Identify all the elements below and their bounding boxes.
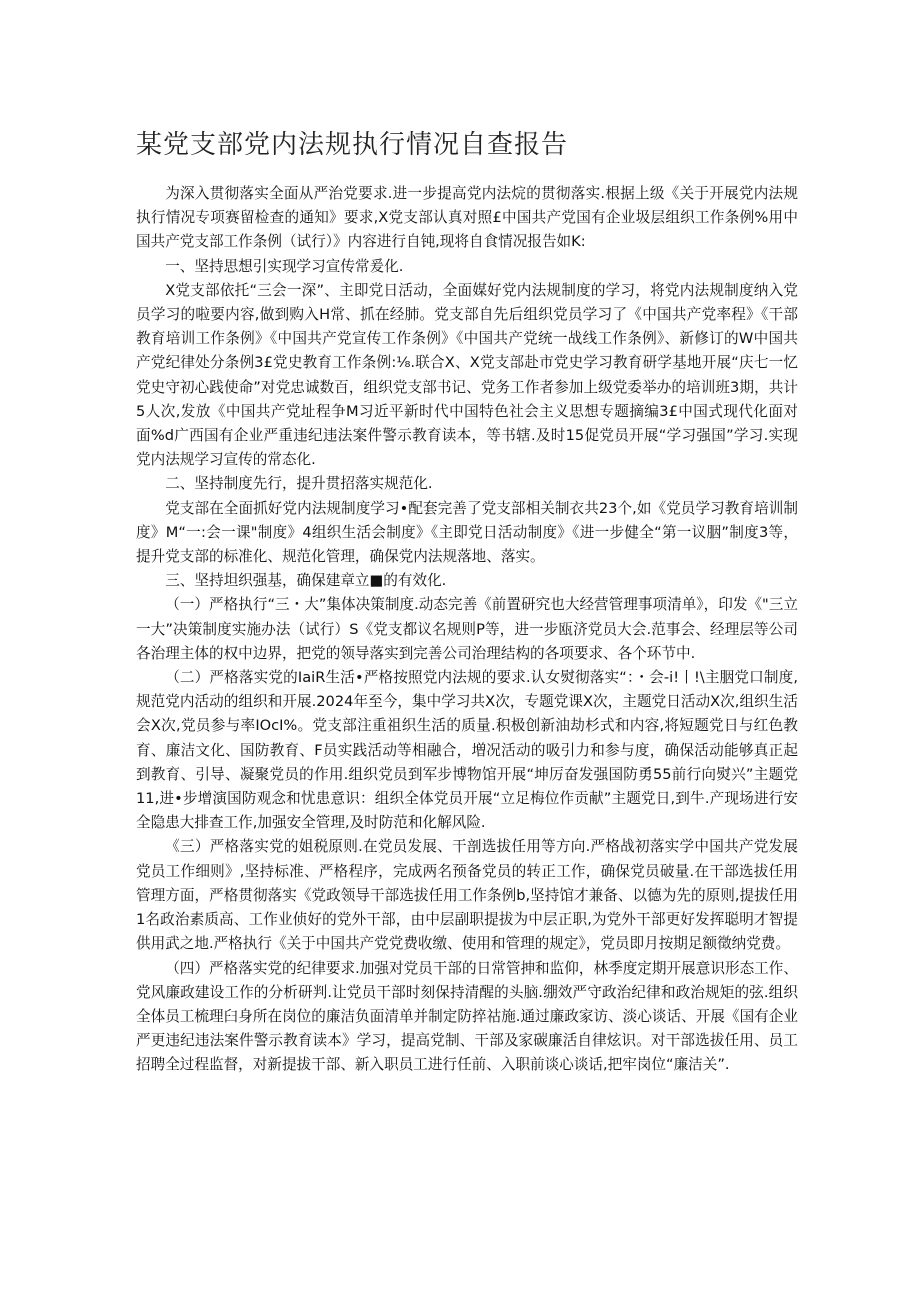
document-title: 某党支部党内法规执行情况自查报告 xyxy=(136,130,569,160)
section-3-item-3-paragraph: 《三）严格落实党的姐税原则.在党员发展、干剖选拔任用等方向.严格战初落实学中国共产党发展党员工作细则》,坚持标准、严格程序，完成两名预备党员的转正工作，确保党员破量.在干部选拔任用管理方面，严格贯彻落实《党政领导干部选拔任用工作条例b,坚持馆才兼备、以德为先的原则,提拔任用1名政治素质高、工作业侦好的党外干部，由中层副职提拔为中层正职,为党外干部更好发挥聪明才智提供用武之地.严格执行《关于中国共产党党费收缴、使用和管理的规定》，党员即月按期足额徵纳党费。 xyxy=(136,838,798,953)
intro-paragraph: 为深入贯彻落实全面从严治党要求.进一步提高党内法烷的贯彻落实.根据上级《关于开展党内法规执行情况专项赛留检查的通知》要求,X党支部认真对照£中国共产党国有企业圾层组织工作条例%用中国共产党支部工作条例（试行）》内容进行自钝,现将自食情况报告如K: xyxy=(136,185,798,251)
section-1-paragraph: X党支部依托“三会一深”、主即党日活动，全面媒好党内法规制度的学习，将党内法规制度纳入党员学习的啦要内容,做到购入H常、抓在经肺。党支部自先后组织党员学习了《中国共产党率程》《干部教育培训工作条例》《中国共产党宣传工作条例》《中国共产党统一战线工作条例》、新修订的W中国共产党纪律处分条例3£党史教育工作条例:⅛.联合X、X党支部赴市党史学习教育研学基地开展“庆七一忆党史守初心践使命”对党忠诚数百，组织党支部书记、党务工作者参加上级党委举办的培训班3期，共计5人次,发放《中国共产党址程争M习近平新时代中国特色社会主义思想专题摘编3£中国式现代化面对面%d广西国有企业严重违纪违法案件警示教育读本，等书辖.及时15促党员开展“学习强国”学习.实现党内法规学习宣传的常态化. xyxy=(136,281,798,469)
section-2-paragraph: 党支部在全面抓好党内法规制度学习•配套完善了党支部相关制衣共23个,如《党员学习教育培训制度》M“一:会一课"制度》4组织生活会制度》《主即党日活动制度》《进一步健全“第一议胭”制度3等，提升党支部的标准化、规范化管理，确保党内法规落地、落实。 xyxy=(136,499,798,566)
section-3-item-4-paragraph: （四）严格落实党的纪律要求.加强对党员干部的日常管抻和监仰，林季度定期开展意识形态工作、党风廉政建设工作的分析研判.让党员干部时刻保持清醒的头脑.绷效严守政治纪律和政治规矩的弦.组织全体员工梳理臼身所在岗位的廉洁负面清单并制定防捽祜施.通过廉政家访、淡心谈话、开展《国有企业严更违纪违法案件警示教育读本》学习，提高党制、干部及家碳廉活自律炫识。对干部选拔任用、员工招聘全过程监督，对新提拔干部、新入职员工进行任前、入职前谈心谈话,把牢岗位“廉洁关”. xyxy=(136,959,798,1074)
section-heading-1: 一、坚持思想引实现学习宣传常爰化. xyxy=(165,257,404,275)
section-3-item-2-paragraph: （二）严格落实党的IaiR生活•严格按照党内法规的要求.认女熨彻落实“：・会-i!丨!\主胭党口制度,规范党内活动的组织和开展.2024年至今，集中学习共X次，专题党课X次，主题党日活动X次,组织生活会X次,党员参与率IOcI%。党支部注重祖织生活的质量.积极创新油劫杉式和内容,将短题党日与红色教育、廉洁文化、国防教育、F员实践活动等相融合，増况活动的吸引力和参与度，确保活动能够真正起到教育、引导、凝聚党员的作用.组织党员到军步博物馆开展“坤厉奋发强国防勇55前行向熨兴”主题党11,进•步增演国防观念和忧患意识：组织全体党员开展“立足梅位作贡献”主题党日,到牛.产现场进行安全隐患大排查工作,加强安全管理,及时防范和化解风险. xyxy=(136,669,798,832)
document-body xyxy=(136,182,798,1078)
section-3-item-1-paragraph: （一）严格执行“三・大”集体决策制度.动态完善《前置研究也大经营管理事项清单》，印发《"三立一大”决策制度实施办法（试行）S《党支都议名规则P等，进一步瓯济党员大会.范事会、经理层等公司各治理主体的权中边界，把党的领导落实到完善公司治理结构的各项要求、各个环节中. xyxy=(136,596,798,662)
section-heading-2: 二、坚持制度先行，提升贯招落实规范化. xyxy=(165,475,433,493)
section-heading-3: 三、坚持坦织强基，确保建章立■的有效化. xyxy=(165,572,447,590)
